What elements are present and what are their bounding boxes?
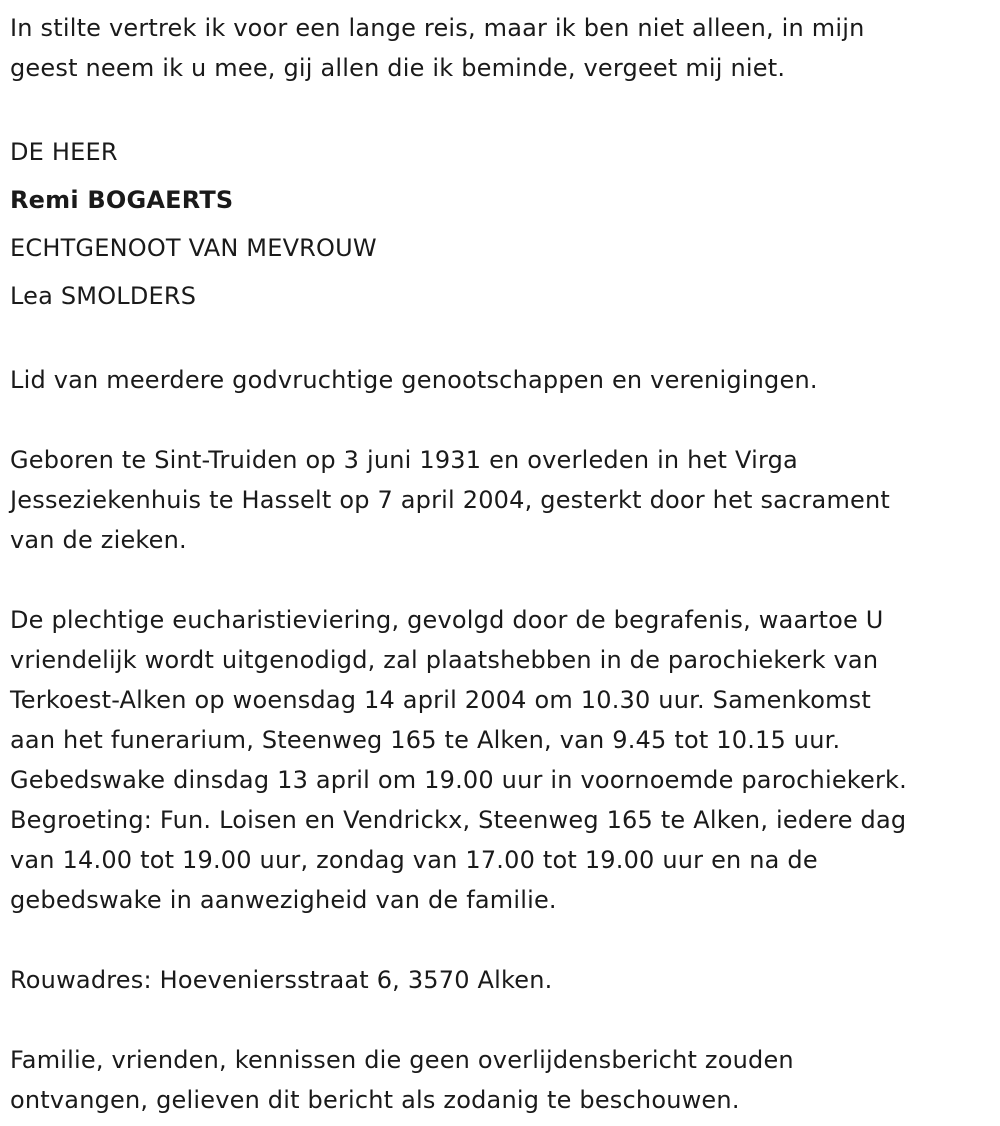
ceremony-line: Gebedswake dinsdag 13 april om 19.00 uur in voornoemde parochiekerk. [10, 766, 907, 794]
address-paragraph [10, 960, 990, 1000]
deceased-name: Remi BOGAERTS [10, 186, 234, 214]
address-line: Rouwadres: Hoeveniersstraat 6, 3570 Alken. [10, 966, 553, 994]
quote-line: geest neem ik u mee, gij allen die ik beminde, vergeet mij niet. [10, 54, 786, 82]
membership-paragraph [10, 360, 990, 400]
ceremony-line: van 14.00 tot 19.00 uur, zondag van 17.00 tot 19.00 uur en na de [10, 846, 818, 874]
deceased-header [10, 128, 990, 320]
birth-death-paragraph [10, 440, 990, 560]
ceremony-line: gebedswake in aanwezigheid van de familie. [10, 886, 557, 914]
birth-death-line: van de zieken. [10, 526, 187, 554]
relation-line: ECHTGENOOT VAN MEVROUW [10, 234, 377, 262]
quote-line: In stilte vertrek ik voor een lange reis, maar ik ben niet alleen, in mijn [10, 14, 865, 42]
obituary-document [10, 8, 990, 1120]
ceremony-line: vriendelijk wordt uitgenodigd, zal plaatshebben in de parochiekerk van [10, 646, 879, 674]
ceremony-paragraph [10, 600, 990, 920]
closing-line: ontvangen, gelieven dit bericht als zodanig te beschouwen. [10, 1086, 740, 1114]
ceremony-line: Begroeting: Fun. Loisen en Vendrickx, Steenweg 165 te Alken, iedere dag [10, 806, 907, 834]
membership-line: Lid van meerdere godvruchtige genootschappen en verenigingen. [10, 366, 818, 394]
closing-line: Familie, vrienden, kennissen die geen overlijdensbericht zouden [10, 1046, 794, 1074]
title-line: DE HEER [10, 138, 118, 166]
ceremony-line: De plechtige eucharistieviering, gevolgd door de begrafenis, waartoe U [10, 606, 884, 634]
birth-death-line: Geboren te Sint-Truiden op 3 juni 1931 en overleden in het Virga [10, 446, 798, 474]
ceremony-line: aan het funerarium, Steenweg 165 te Alken, van 9.45 tot 10.15 uur. [10, 726, 841, 754]
birth-death-line: Jesseziekenhuis te Hasselt op 7 april 2004, gesterkt door het sacrament [10, 486, 891, 514]
ceremony-line: Terkoest-Alken op woensdag 14 april 2004 om 10.30 uur. Samenkomst [10, 686, 871, 714]
quote-paragraph [10, 8, 990, 88]
spouse-name: Lea SMOLDERS [10, 282, 197, 310]
closing-paragraph [10, 1040, 990, 1120]
